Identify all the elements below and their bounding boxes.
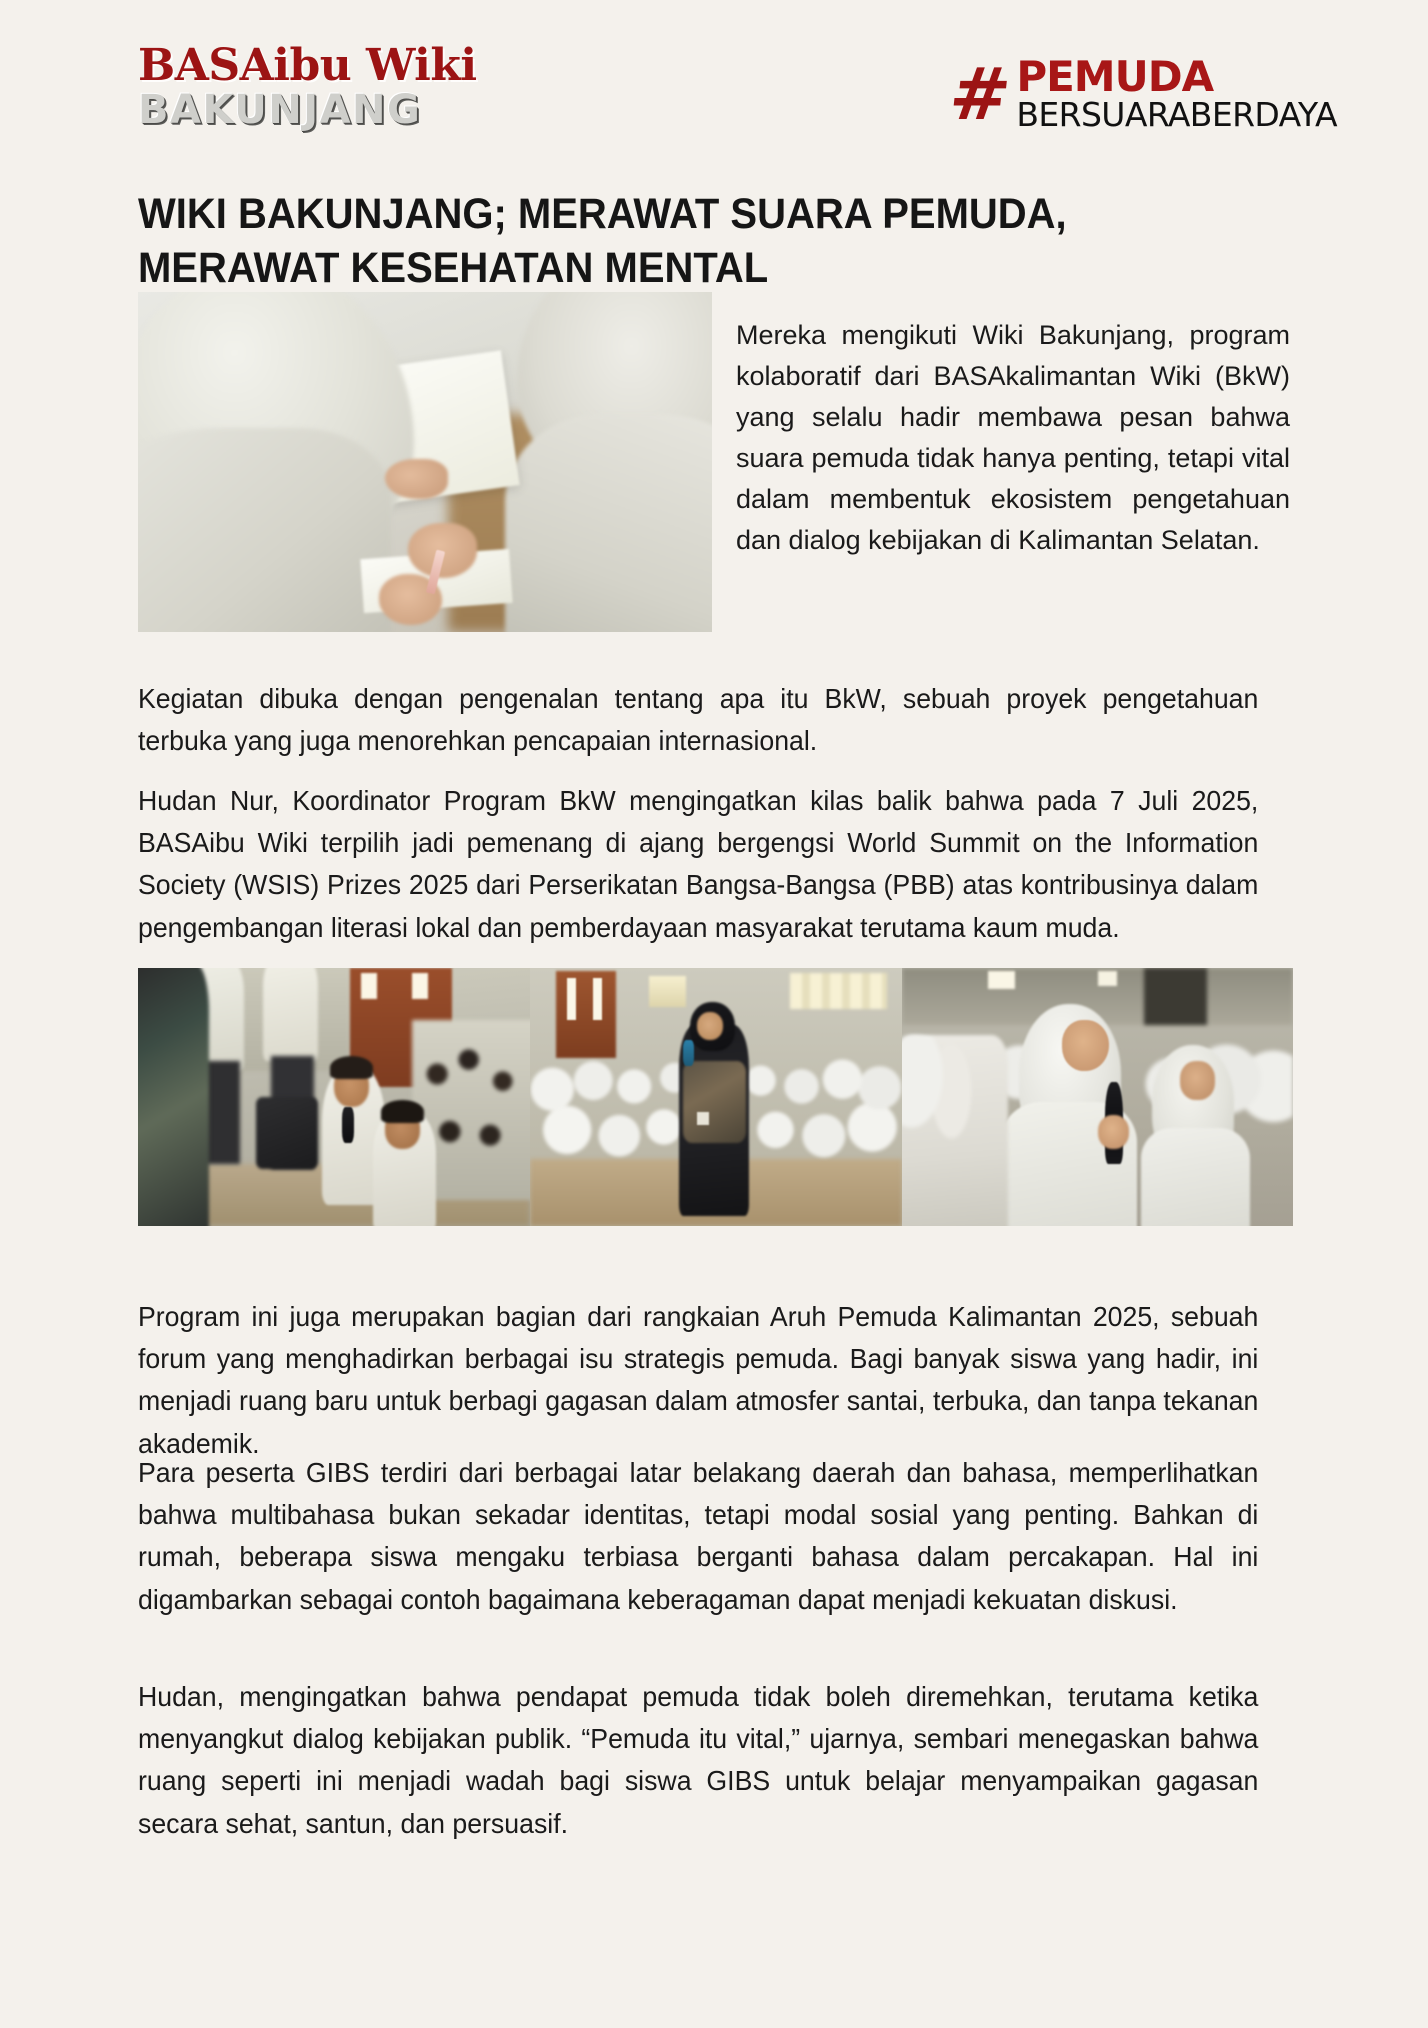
intro-section xyxy=(138,292,1290,637)
strip-c-window-right xyxy=(1098,971,1118,986)
strip-a-window-left xyxy=(361,973,377,999)
photo-hand-upper xyxy=(385,459,448,500)
logo-basaibu-wiki-text: BASAibu Wiki xyxy=(138,40,477,91)
strip-b-speaker-batik-jacket xyxy=(683,1061,746,1144)
paragraph-hudan-penutup: Hudan, mengingatkan bahwa pendapat pemuda tidak boleh diremehkan, terutama ketika menyangkut dialog kebijakan publik. “Pemuda itu vital,” ujarnya, sembari menegaskan bahwa ruang seperti ini menjadi wadah bagi siswa GIBS untuk belajar menyampaikan gagasan secara sehat, santun, dan persuasif. xyxy=(138,1680,1259,1839)
strip-a-backpack xyxy=(256,1097,319,1169)
strip-a-microphone xyxy=(342,1107,354,1143)
paragraph-hudan-nur: Hudan Nur, Koordinator Program BkW mengingatkan kilas balik bahwa pada 7 Juli 2025, BASAibu Wiki terpilih jadi pemenang di ajang bergengsi World Summit on the Information Society (WSIS) Prizes 2025 dari Perserikatan Bangsa-Bangsa (PBB) atas kontribusinya dalam pengembangan literasi lokal dan pemberdayaan masyarakat terutama kaum muda. xyxy=(138,784,1259,943)
hashtag-icon: # xyxy=(945,51,1015,136)
logo-pemuda-text: PEMUDA xyxy=(1016,51,1214,101)
logo-bakunjang-text: BAKUNJANG xyxy=(138,87,422,133)
strip-a-standing-person-2 xyxy=(263,968,318,1061)
photo-student-right-body xyxy=(505,414,712,632)
strip-b-window-center xyxy=(649,976,686,1007)
strip-b-window-right xyxy=(790,973,887,1009)
article-title: WIKI BAKUNJANG; MERAWAT SUARA PEMUDA, MERAWAT KESEHATAN MENTAL xyxy=(138,189,1067,292)
strip-a-boy-speaking-hair xyxy=(330,1056,373,1079)
strip-c-second-girl-body xyxy=(1141,1128,1250,1226)
basaibu-wiki-bakunjang-logo xyxy=(138,40,477,140)
strip-b-door-window-right xyxy=(593,978,602,1019)
strip-a-foreground-figure xyxy=(138,968,209,1226)
paragraph-aruh-pemuda: Program ini juga merupakan bagian dari rangkaian Aruh Pemuda Kalimantan 2025, sebuah forum yang menghadirkan berbagai isu strategis pemuda. Bagi banyak siswa yang hadir, ini menjadi ruang baru untuk berbagi gagasan dalam atmosfer santai, terbuka, dan tanpa tekanan akademik. xyxy=(138,1300,1259,1459)
main-photo xyxy=(138,292,712,632)
document-header xyxy=(0,40,1428,140)
strip-b-speaker-face xyxy=(697,1012,723,1040)
photo-strip xyxy=(138,968,1293,1226)
pemuda-bersuaraberdaya-logo xyxy=(945,50,1338,138)
intro-paragraph: Mereka mengikuti Wiki Bakunjang, program kolaboratif dari BASAkalimantan Wiki (BkW) yang selalu hadir membawa pesan bahwa suara pemuda tidak hanya penting, tetapi vital dalam membentuk ekosistem pengetahuan dan dialog kebijakan di Kalimantan Selatan. xyxy=(736,320,1290,556)
strip-c-left-students xyxy=(902,1035,1008,1226)
strip-b-door-window-left xyxy=(567,978,576,1019)
strip-b-microphone xyxy=(683,1040,694,1066)
logo-bersuaraberdaya-text: BERSUARABERDAYA xyxy=(1016,94,1338,134)
strip-a-window-right xyxy=(412,973,428,999)
strip-photo-boys-microphone xyxy=(138,968,530,1226)
paragraph-peserta-gibs: Para peserta GIBS terdiri dari berbagai latar belakang daerah dan bahasa, memperlihatkan bahwa multibahasa bukan sekadar identitas, tetapi modal sosial yang penting. Bahkan di rumah, beberapa siswa mengaku terbiasa berganti bahasa dalam percakapan. Hal ini digambarkan sebagai contoh bagaimana keberagaman dapat menjadi kekuatan diskusi. xyxy=(138,1456,1259,1615)
strip-c-second-girl-face xyxy=(1180,1061,1215,1100)
strip-a-boy-listening-hair xyxy=(381,1100,424,1123)
pemuda-logo-text-block xyxy=(1016,51,1338,134)
strip-c-window-left xyxy=(988,971,1015,989)
strip-photo-girl-microphone xyxy=(902,968,1293,1226)
photo-student-left-body xyxy=(138,428,391,632)
strip-c-dark-panel xyxy=(1144,968,1207,1025)
strip-photo-speaker-audience xyxy=(530,968,902,1226)
paragraph-kegiatan: Kegiatan dibuka dengan pengenalan tentang apa itu BkW, sebuah proyek pengetahuan terbuka yang juga menorehkan pencapaian internasional. xyxy=(138,682,1259,756)
strip-b-speaker-id-badge xyxy=(697,1112,708,1125)
strip-c-main-girl-hand xyxy=(1098,1115,1129,1149)
